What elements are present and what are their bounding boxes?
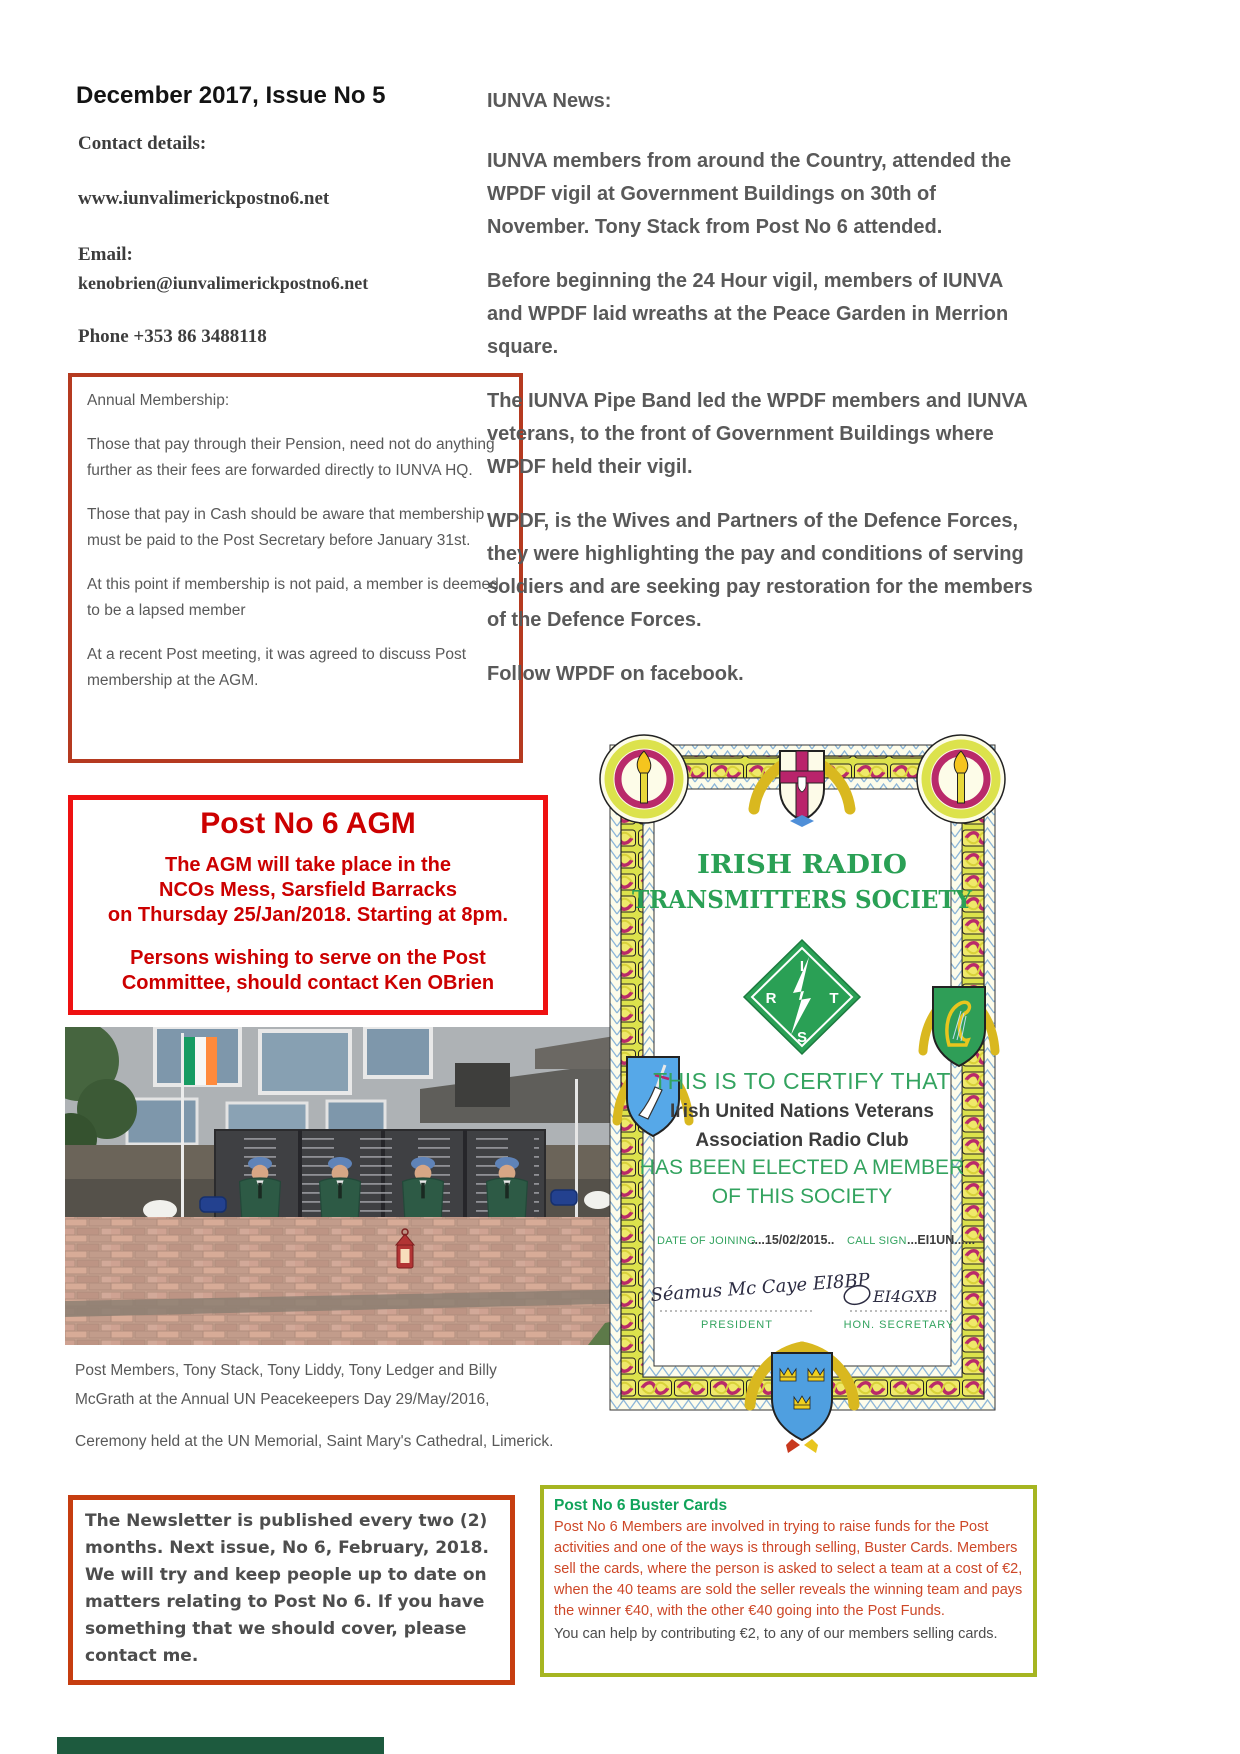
- news-paragraph: WPDF, is the Wives and Partners of the Defence Forces, they were highlighting the pay and conditions of serving soldiers and are seeking pay restoration for the members of the Defence Forces.: [487, 510, 1033, 631]
- agm-title: Post No 6 AGM: [200, 807, 416, 840]
- torch-icon: [917, 735, 1005, 823]
- secretary-label: HON. SECRETARY: [843, 1319, 955, 1331]
- issue-title: December 2017, Issue No 5: [76, 82, 386, 109]
- news-heading: IUNVA News:: [487, 90, 612, 112]
- secretary-signature: EI4GXB: [873, 1287, 938, 1306]
- president-label: PRESIDENT: [701, 1319, 773, 1331]
- irts-membership-certificate: [565, 695, 1040, 1475]
- contact-email-label: Email:: [78, 244, 133, 265]
- logo-letter-t: T: [829, 990, 839, 1007]
- certificate-society-line2: TRANSMITTERS SOCIETY: [632, 885, 973, 914]
- contact-email: kenobrien@iunvalimerickpostno6.net: [78, 273, 369, 293]
- irts-diamond-logo: [744, 940, 860, 1054]
- torch-icon: [600, 735, 688, 823]
- certificate-society-line1: IRISH RADIO: [697, 850, 907, 880]
- logo-letter-r: R: [765, 990, 777, 1007]
- agm-spacer: [73, 928, 543, 946]
- agm-line: Committee, should contact Ken OBrien: [121, 972, 495, 994]
- president-signature: Séamus Mc Caye EI8BP: [649, 1269, 871, 1306]
- agm-line: The AGM will take place in the: [165, 854, 451, 876]
- membership-paragraph: Those that pay in Cash should be aware that membership must be paid to the Post Secretary before January 31st.: [87, 506, 485, 549]
- certificate-callsign-label: CALL SIGN: [847, 1235, 907, 1247]
- newsletter-info-box: [68, 1495, 515, 1685]
- contact-heading: Contact details:: [78, 133, 207, 154]
- buster-footer: You can help by contributing €2, to any of our members selling cards.: [554, 1626, 998, 1642]
- agm-line: on Thursday 25/Jan/2018. Starting at 8pm.: [107, 904, 509, 926]
- logo-letter-i: I: [799, 958, 805, 975]
- membership-paragraph: Those that pay through their Pension, need not do anything further as their fees are forwarded directly to IUNVA HQ.: [87, 436, 495, 479]
- membership-paragraph: At this point if membership is not paid, a member is deemed to be a lapsed member: [87, 576, 499, 619]
- caption-line: Ceremony held at the UN Memorial, Saint Mary's Cathedral, Limerick.: [75, 1433, 554, 1450]
- news-paragraph: Before beginning the 24 Hour vigil, members of IUNVA and WPDF laid wreaths at the Peace Garden in Merrion square.: [487, 270, 1009, 358]
- certificate-elected-line2: OF THIS SOCIETY: [711, 1185, 893, 1208]
- contact-phone: Phone +353 86 3488118: [78, 326, 267, 347]
- buster-cards-box: [540, 1485, 1037, 1677]
- membership-title: Annual Membership:: [87, 392, 230, 409]
- photo-caption: [75, 1356, 555, 1469]
- buster-body: Post No 6 Members are involved in trying to raise funds for the Post activities and one of the ways is through selling, Buster Cards. Members sell the cards, where the person is asked to select a team at a cost of €2, when the 40 teams are sold the seller reveals the winning team and pays the winner €40, with the other €40 going into the Post Funds.: [554, 1519, 1023, 1619]
- agm-line: NCOs Mess, Sarsfield Barracks: [159, 879, 457, 901]
- news-paragraph: Follow WPDF on facebook.: [487, 663, 744, 685]
- buster-title: Post No 6 Buster Cards: [554, 1497, 728, 1514]
- membership-paragraph: At a recent Post meeting, it was agreed to discuss Post membership at the AGM.: [87, 646, 467, 689]
- bottom-green-bar: [57, 1737, 384, 1754]
- annual-membership-box: [68, 373, 523, 763]
- agm-line: Persons wishing to serve on the Post: [130, 947, 486, 969]
- certificate-date-value: ....15/02/2015..: [751, 1233, 835, 1247]
- agm-notice-box: [68, 795, 548, 1015]
- iunva-news-column: [487, 85, 1039, 712]
- certificate-certify-line: THIS IS TO CERTIFY THAT: [653, 1068, 951, 1094]
- un-peacekeepers-photo: [65, 1027, 645, 1345]
- contact-website: www.iunvalimerickpostno6.net: [78, 188, 330, 209]
- newsletter-info-text: The Newsletter is published every two (2) months. Next issue, No 6, February, 2018. We will try and keep people up to date on matters relating to Post No 6. If you have something that we should cover, please contact me.: [85, 1511, 489, 1666]
- news-paragraph: The IUNVA Pipe Band led the WPDF members and IUNVA veterans, to the front of Government Buildings where WPDF held their vigil.: [487, 390, 1028, 478]
- certificate-member-line1: Irish United Nations Veterans: [670, 1101, 934, 1122]
- certificate-elected-line1: HAS BEEN ELECTED A MEMBER: [639, 1156, 965, 1179]
- brick-paving: [65, 1217, 645, 1345]
- certificate-member-line2: Association Radio Club: [695, 1130, 909, 1151]
- logo-letter-s: S: [796, 1029, 808, 1046]
- certificate-date-label: DATE OF JOINING: [657, 1235, 757, 1247]
- certificate-callsign-value: ...EI1UN......: [907, 1233, 976, 1247]
- news-paragraph: IUNVA members from around the Country, attended the WPDF vigil at Government Buildings on 30th of November. Tony Stack from Post No 6 attended.: [487, 150, 1012, 238]
- caption-line: Post Members, Tony Stack, Tony Liddy, Tony Ledger and Billy McGrath at the Annual UN Peacekeepers Day 29/May/2016,: [75, 1362, 497, 1408]
